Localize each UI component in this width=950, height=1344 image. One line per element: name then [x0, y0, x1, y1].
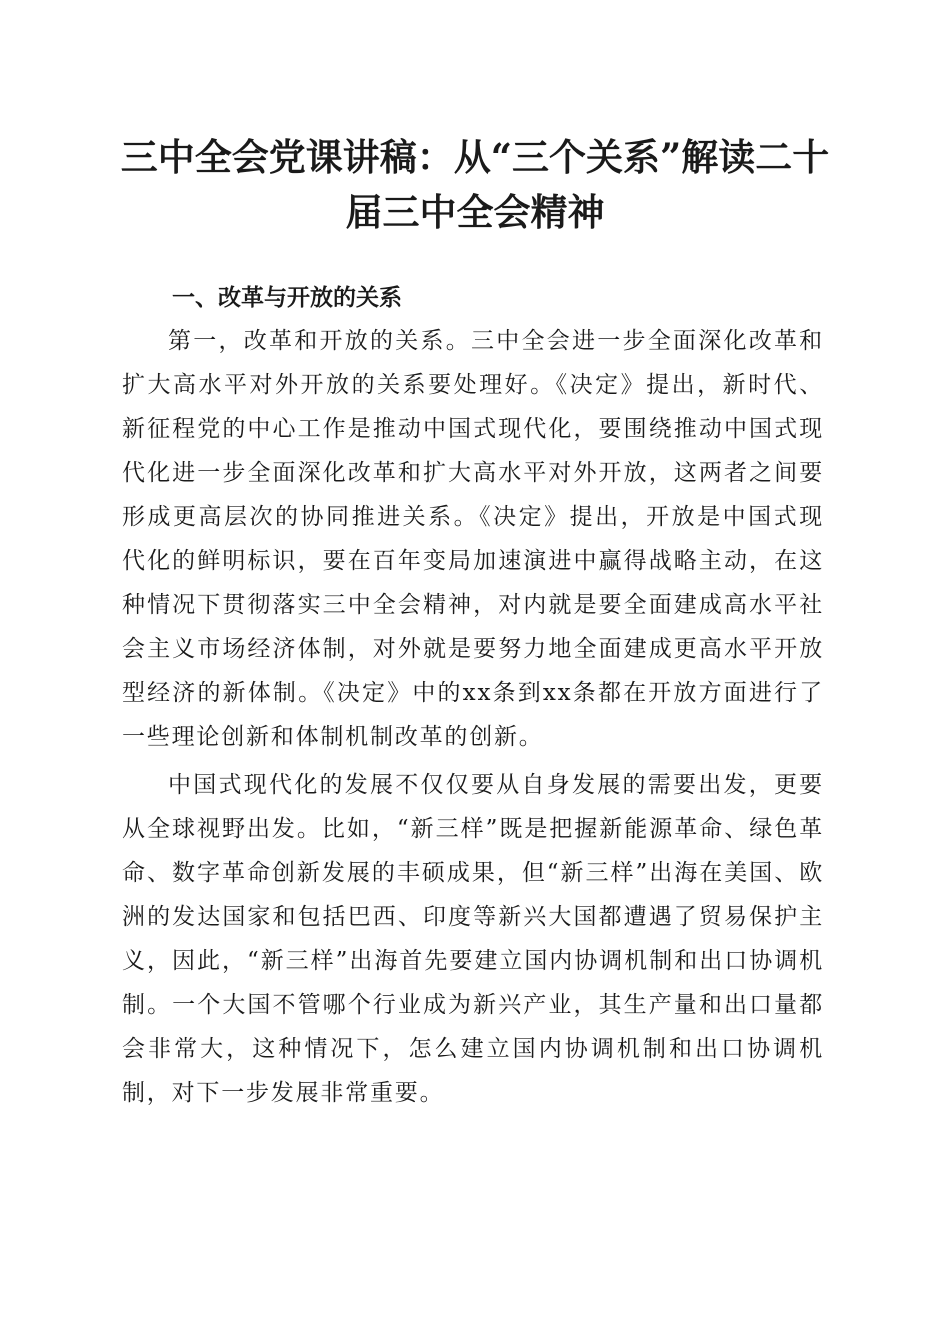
- body-paragraph: 第一，改革和开放的关系。三中全会进一步全面深化改革和扩大高水平对外开放的关系要处理好。《决定》提出，新时代、新征程党的中心工作是推动中国式现代化，要围绕推动中国式现代化进一步全面深化改革和扩大高水平对外开放，这两者之间要形成更高层次的协同推进关系。《决定》提出，开放是中国式现代化的鲜明标识，要在百年变局加速演进中赢得战略主动，在这种情况下贯彻落实三中全会精神，对内就是要全面建成高水平社会主义市场经济体制，对外就是要努力地全面建成更高水平开放型经济的新体制。《决定》中的xx条到xx条都在开放方面进行了一些理论创新和体制机制改革的创新。: [122, 328, 824, 750]
- section-heading: 一、改革与开放的关系: [172, 285, 402, 311]
- document-title: 三中全会党课讲稿：从“三个关系”解读二十届三中全会精神: [120, 135, 830, 234]
- body-paragraph: 中国式现代化的发展不仅仅要从自身发展的需要出发，更要从全球视野出发。比如，“新三样”既是把握新能源革命、绿色革命、数字革命创新发展的丰硕成果，但“新三样”出海在美国、欧洲的发达国家和包括巴西、印度等新兴大国都遭遇了贸易保护主义，因此，“新三样”出海首先要建立国内协调机制和出口协调机制。一个大国不管哪个行业成为新兴产业，其生产量和出口量都会非常大，这种情况下，怎么建立国内协调机制和出口协调机制，对下一步发展非常重要。: [122, 772, 824, 1106]
